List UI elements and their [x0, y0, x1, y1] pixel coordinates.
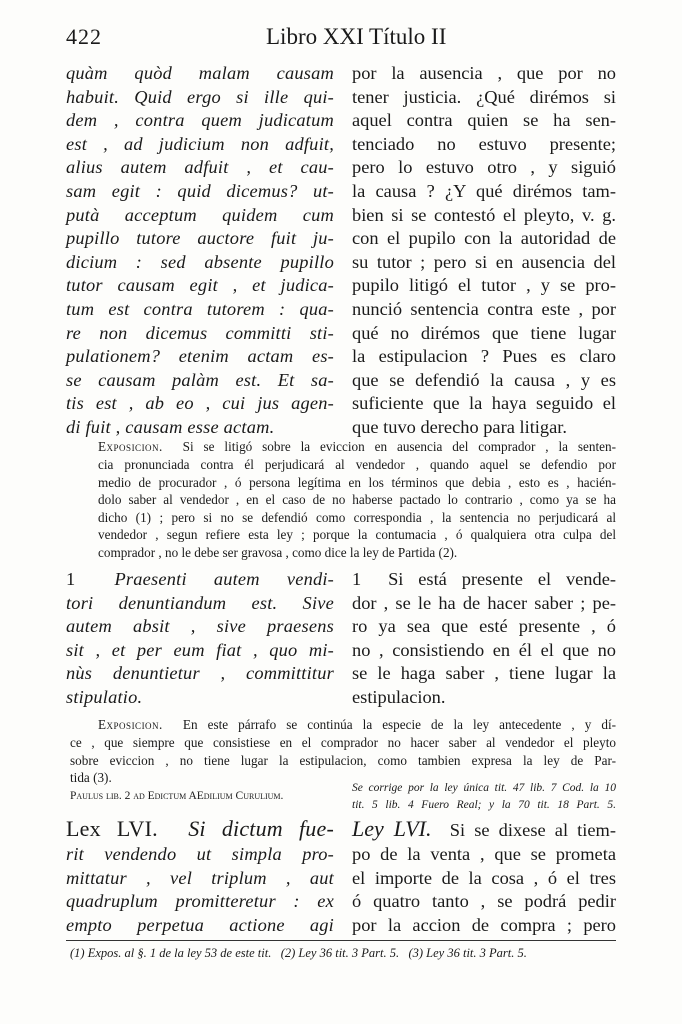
correction-line: Se corrige por la ley única tit. 47 lib. 7 Cod. la 10 — [352, 782, 616, 794]
latin-line: dem , contra quem judicatum — [66, 110, 334, 131]
exposicion-line: cia pronunciada contra él perjudicará al vendedor , quando aquel se defendio por — [98, 457, 616, 472]
spanish-line: dor , se le ha de hacer saber ; pe- — [352, 592, 616, 613]
latin-line: tutor causam egit , et judica- — [66, 275, 334, 296]
latin-line: re non dicemus committi sti- — [66, 322, 334, 343]
ley-heading: Ley LVI. — [352, 816, 432, 841]
page-number: 422 — [66, 24, 102, 49]
spanish-column-1 — [352, 62, 616, 440]
spanish-line: estipulacion. — [352, 686, 446, 707]
exposicion-1-body — [98, 456, 616, 562]
spanish-line: que tuvo derecho para litigar. — [352, 416, 567, 437]
latin-line: rit vendendo ut simpla pro- — [66, 844, 334, 864]
footnote: (3) Ley 36 tit. 3 Part. 5. — [408, 946, 527, 960]
latin-column-1 — [66, 62, 334, 440]
spanish-line: que se defendió la causa , y es — [352, 369, 616, 390]
spanish-line: qué no dirémos que tiene lugar — [352, 322, 616, 343]
spanish-line: se le haga saber , tiene lugar la — [352, 663, 616, 684]
exposicion-line: Exposicion. Si se litigó sobre la eviccion en ausencia del comprador , la senten- — [98, 439, 616, 454]
latin-line: mittatur , vel triplum , aut — [66, 867, 334, 888]
latin-section-1 — [66, 568, 334, 710]
latin-line: habuit. Quid ergo si ille qui- — [66, 86, 334, 107]
spanish-line: no , consistiendo en él el que no — [352, 639, 616, 660]
latin-line: autem absit , sive praesens — [66, 616, 334, 637]
latin-line: dicium : sed absente pupillo — [66, 251, 334, 272]
running-head: Libro XXI Título II — [266, 24, 447, 49]
latin-line: tum est contra tutorem : qua- — [66, 298, 334, 319]
section-number: 1 — [66, 569, 76, 589]
source-citation: Paulus lib. 2 ad Edictum AEdilium Curulium. — [70, 790, 284, 802]
exposicion-label: Exposicion. — [98, 439, 163, 454]
latin-lex-56 — [66, 816, 334, 937]
exposicion-line: sobre eviccion , no tiene lugar la estipulacion, como tambien expresa la ley de Par- — [70, 752, 616, 768]
latin-line: sit , et per eum fiat , quo mi- — [66, 639, 334, 660]
spanish-line: la causa ? ¿Y qué dirémos tam- — [352, 180, 616, 201]
exposicion-line: ce , que siempre que consistiese en el comprador no hacer saber al vendedor el pleyto — [70, 735, 616, 750]
footnote: (2) Ley 36 tit. 3 Part. 5. — [280, 946, 400, 960]
latin-line: pupillo tutore auctore fuit ju- — [66, 228, 334, 249]
latin-line: empto perpetua actione agi — [66, 914, 334, 935]
exposicion-line: dolo saber al vendedor , en el caso de no haberse pactado lo contrario , como ya se ha — [98, 492, 616, 508]
latin-line: quadruplum promitteretur : ex — [66, 891, 334, 912]
page-header — [66, 24, 614, 54]
lex-heading: Lex LVI. — [66, 816, 158, 841]
spanish-line: Ley LVI. Si se dixese al tiem- — [352, 816, 616, 841]
exposicion-line: tida (3). — [70, 770, 112, 786]
spanish-line: con el pupilo con la autoridad de — [352, 228, 616, 249]
latin-line: stipulatio. — [66, 686, 143, 707]
exposicion-2-body — [70, 734, 616, 787]
latin-line: tori denuntiandum est. Sive — [66, 592, 334, 613]
spanish-line: tenciado no estuvo presente; — [352, 133, 616, 154]
exposicion-1 — [98, 438, 616, 456]
latin-line: 1 Praesenti autem vendi- — [66, 569, 334, 589]
exposicion-label: Exposicion. — [98, 717, 163, 732]
latin-line: est , ad judicium non adfuit, — [66, 133, 334, 154]
spanish-line: bien si se contestó el pleyto, v. g. — [352, 204, 616, 225]
latin-line: alius autem adfuit , et cau- — [66, 157, 334, 178]
spanish-line: ó quatro tanto , se podrá pedir — [352, 891, 616, 912]
spanish-line: 1 Si está presente el vende- — [352, 569, 616, 589]
exposicion-2 — [98, 716, 616, 734]
spanish-section-1 — [352, 568, 616, 710]
spanish-line: tener justicia. ¿Qué dirémos si — [352, 86, 616, 107]
spanish-line: po de la venta , que se prometa — [352, 844, 616, 864]
spanish-line: su tutor ; pero si en ausencia del — [352, 251, 616, 272]
correction-note — [352, 780, 616, 814]
footnote-rule — [66, 940, 616, 941]
spanish-line: pero lo estuvo otro , y siguió — [352, 157, 616, 178]
latin-line: quàm quòd malam causam — [66, 63, 334, 83]
spanish-line: por la ausencia , que por no — [352, 63, 616, 83]
spanish-line: la estipulacion ? Pues es claro — [352, 346, 616, 367]
exposicion-line: comprador , no le debe ser gravosa , como dice la ley de Partida (2). — [98, 544, 458, 560]
spanish-line: nunció sentencia contra este , por — [352, 298, 616, 319]
exposicion-line: dicho (1) ; pero si no se defendió como correspondia , la sentencia no perjudicará al — [98, 509, 616, 525]
latin-line: se causam palàm est. Et sa- — [66, 369, 334, 390]
latin-line: nùs denuntietur , committitur — [66, 663, 334, 684]
spanish-line: aquel contra quien se ha sen- — [352, 110, 616, 131]
exposicion-line: medio de procurador , ó persona legítima en los términos que debia , esto es , hacién- — [98, 474, 616, 490]
latin-line: tis est , ab eo , cui jus agen- — [66, 393, 334, 414]
spanish-line: por la accion de compra ; pero — [352, 914, 616, 935]
correction-line: tit. 5 lib. 4 Fuero Real; y la 70 tit. 18 Part. 5. — [352, 799, 616, 811]
latin-line: putà acceptum quidem cum — [66, 204, 334, 225]
exposicion-line: vendedor , segun refiere esta ley ; porque la contumacia , ó qualquiera otra culpa del — [98, 527, 616, 543]
exposicion-line: Exposicion. En este párrafo se continúa la especie de la ley antecedente , y dí- — [98, 717, 617, 732]
latin-line: sam egit : quid dicemus? ut- — [66, 180, 334, 201]
spanish-line: ro ya sea que esté presente , ó — [352, 616, 616, 637]
spanish-line: suficiente que la haya seguido el — [352, 393, 616, 414]
spanish-line: pupilo litigó el tutor , y se pro- — [352, 275, 616, 296]
latin-line: Lex LVI. Si dictum fue- — [66, 816, 334, 841]
latin-line: di fuit , causam esse actam. — [66, 416, 275, 437]
footnote: (1) Expos. al §. 1 de la ley 53 de este tit. — [70, 946, 272, 960]
latin-line: pulationem? etenim actam es- — [66, 346, 334, 367]
footnotes — [70, 946, 616, 961]
spanish-line: el importe de la cosa , ó el tres — [352, 867, 616, 888]
section-number: 1 — [352, 569, 362, 589]
spanish-ley-56 — [352, 816, 616, 937]
